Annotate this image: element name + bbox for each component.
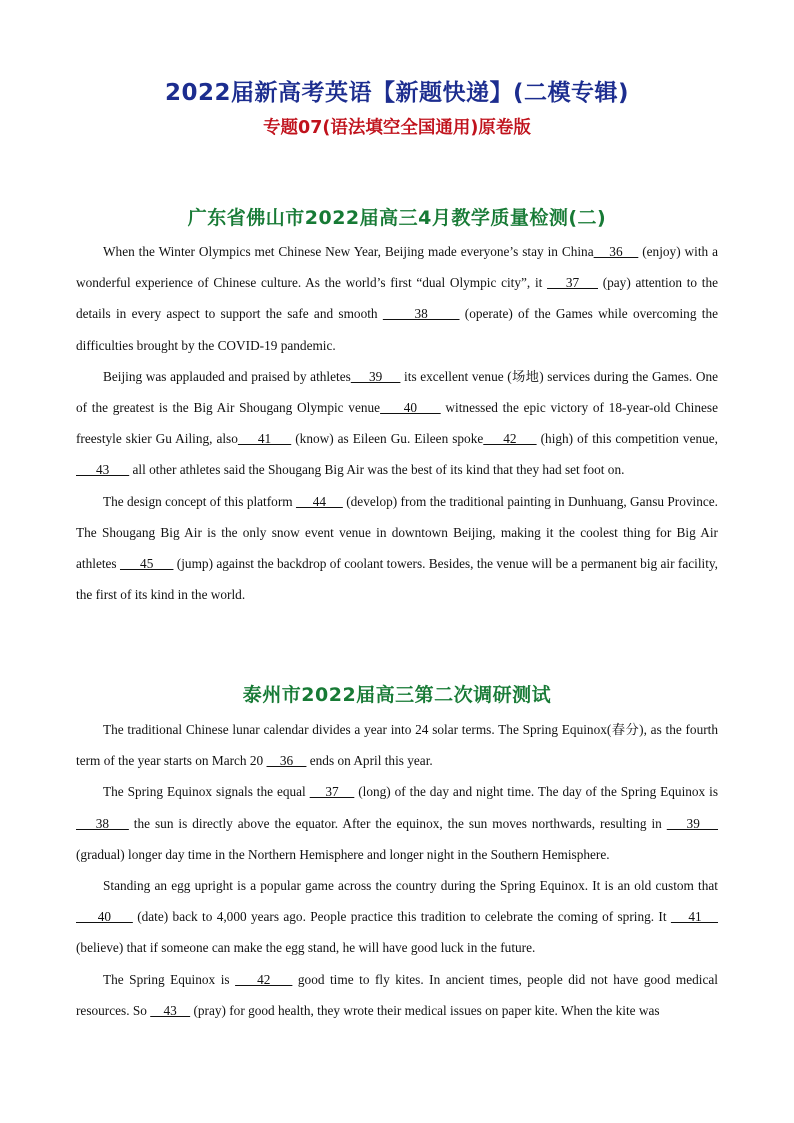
- answer-blank[interactable]: 36: [266, 753, 307, 769]
- paragraph-text: (pay) attention to the details in every aspect to support the safe and smooth: [76, 275, 718, 322]
- answer-blank[interactable]: 43: [150, 1002, 191, 1018]
- answer-blank[interactable]: 41: [670, 909, 719, 925]
- paragraph-text: Beijing was applauded and praised by athletes: [103, 368, 351, 384]
- answer-blank[interactable]: 43: [76, 462, 130, 478]
- answer-blank[interactable]: 37: [547, 275, 598, 291]
- answer-blank[interactable]: 40: [380, 400, 441, 416]
- paragraph-text: (high) of this competition venue,: [536, 431, 719, 447]
- answer-blank[interactable]: 42: [235, 971, 293, 987]
- paragraph-text: the sun is directly above the equator. After the equinox, the sun moves northwards, resulting in: [128, 815, 667, 831]
- paragraph: [76, 486, 718, 611]
- paragraph-text: The design concept of this platform: [103, 493, 296, 509]
- section-1-body: [76, 236, 718, 610]
- answer-blank[interactable]: 37: [309, 784, 355, 800]
- paragraph-text: (enjoy) with a wonderful experience of Chinese culture. As the world’s first “dual Olympic city”, it: [76, 244, 719, 291]
- paragraph: [76, 236, 718, 361]
- answer-blank[interactable]: 38: [382, 306, 460, 322]
- answer-blank[interactable]: 36: [593, 244, 639, 259]
- answer-blank[interactable]: 45: [119, 556, 174, 572]
- document-subtitle: 专题07(语法填空全国通用)原卷版: [263, 118, 531, 138]
- paragraph-text: When the Winter Olympics met Chinese New Year, Beijing made everyone’s stay in China: [103, 244, 594, 259]
- paragraph-text: good time to fly kites. In ancient times, people did not have good medical resources. So: [76, 971, 718, 1018]
- paragraph: [76, 870, 718, 964]
- answer-blank[interactable]: 41: [237, 431, 292, 447]
- paragraph: [76, 964, 718, 1026]
- paragraph-text: witnessed the epic victory of 18-year-old Chinese freestyle skier Gu Ailing, also: [76, 400, 719, 447]
- paragraph-text: (pray) for good health, they wrote their medical issues on paper kite. When the kite was: [190, 1002, 660, 1018]
- answer-blank[interactable]: 44: [295, 493, 343, 509]
- paragraph-text: The Spring Equinox is: [103, 971, 236, 987]
- answer-blank[interactable]: 38: [76, 815, 129, 831]
- section-1-title: 广东省佛山市2022届高三4月教学质量检测(二): [187, 207, 607, 229]
- paragraph-text: (jump) against the backdrop of coolant towers. Besides, the venue will be a permanent big air facility, the first of its kind in the world.: [76, 556, 719, 603]
- paragraph-text: The traditional Chinese lunar calendar divides a year into 24 solar terms. The Spring Equinox(春分), as the fourth term of the year starts on March 20: [76, 722, 718, 769]
- paragraph-text: (date) back to 4,000 years ago. People practice this tradition to celebrate the coming of spring. It: [132, 909, 671, 925]
- paragraph-text: The Spring Equinox signals the equal: [103, 784, 310, 800]
- document-title: 2022届新高考英语【新题快递】(二模专辑): [164, 80, 630, 106]
- answer-blank[interactable]: 40: [76, 909, 133, 925]
- paragraph-text: its excellent venue (场地) services during the Games. One of the greatest is the Big Air Shougang Olympic venue: [76, 368, 718, 416]
- paragraph-text: (long) of the day and night time. The day of the Spring Equinox is: [354, 784, 718, 800]
- paragraph-text: (develop) from the traditional painting in Dunhuang, Gansu Province. The Shougang Big Air is the only snow event venue in downtown Beijing, making it the coolest thing for Big Air athletes: [76, 493, 718, 572]
- paragraph: [76, 714, 718, 776]
- paragraph-text: (operate) of the Games while overcoming the difficulties brought by the COVID-19 pandemic.: [76, 306, 718, 353]
- paragraph-text: all other athletes said the Shougang Big Air was the best of its kind that they had set foot on.: [129, 462, 625, 478]
- paragraph: [76, 361, 718, 486]
- paragraph-text: Standing an egg upright is a popular game across the country during the Spring Equinox. It is an old custom that: [103, 878, 718, 894]
- paragraph-text: (gradual) longer day time in the Northern Hemisphere and longer night in the Southern Hemisphere.: [76, 846, 610, 862]
- section-2-title: 泰州市2022届高三第二次调研测试: [242, 684, 552, 706]
- answer-blank[interactable]: 42: [483, 431, 537, 447]
- answer-blank[interactable]: 39: [350, 368, 401, 384]
- paragraph: [76, 776, 718, 870]
- paragraph-text: ends on April this year.: [306, 753, 433, 769]
- answer-blank[interactable]: 39: [666, 815, 719, 831]
- paragraph-text: (know) as Eileen Gu. Eileen spoke: [291, 431, 484, 447]
- section-2-body: [76, 714, 718, 1026]
- paragraph-text: (believe) that if someone can make the egg stand, he will have good luck in the future.: [76, 940, 536, 956]
